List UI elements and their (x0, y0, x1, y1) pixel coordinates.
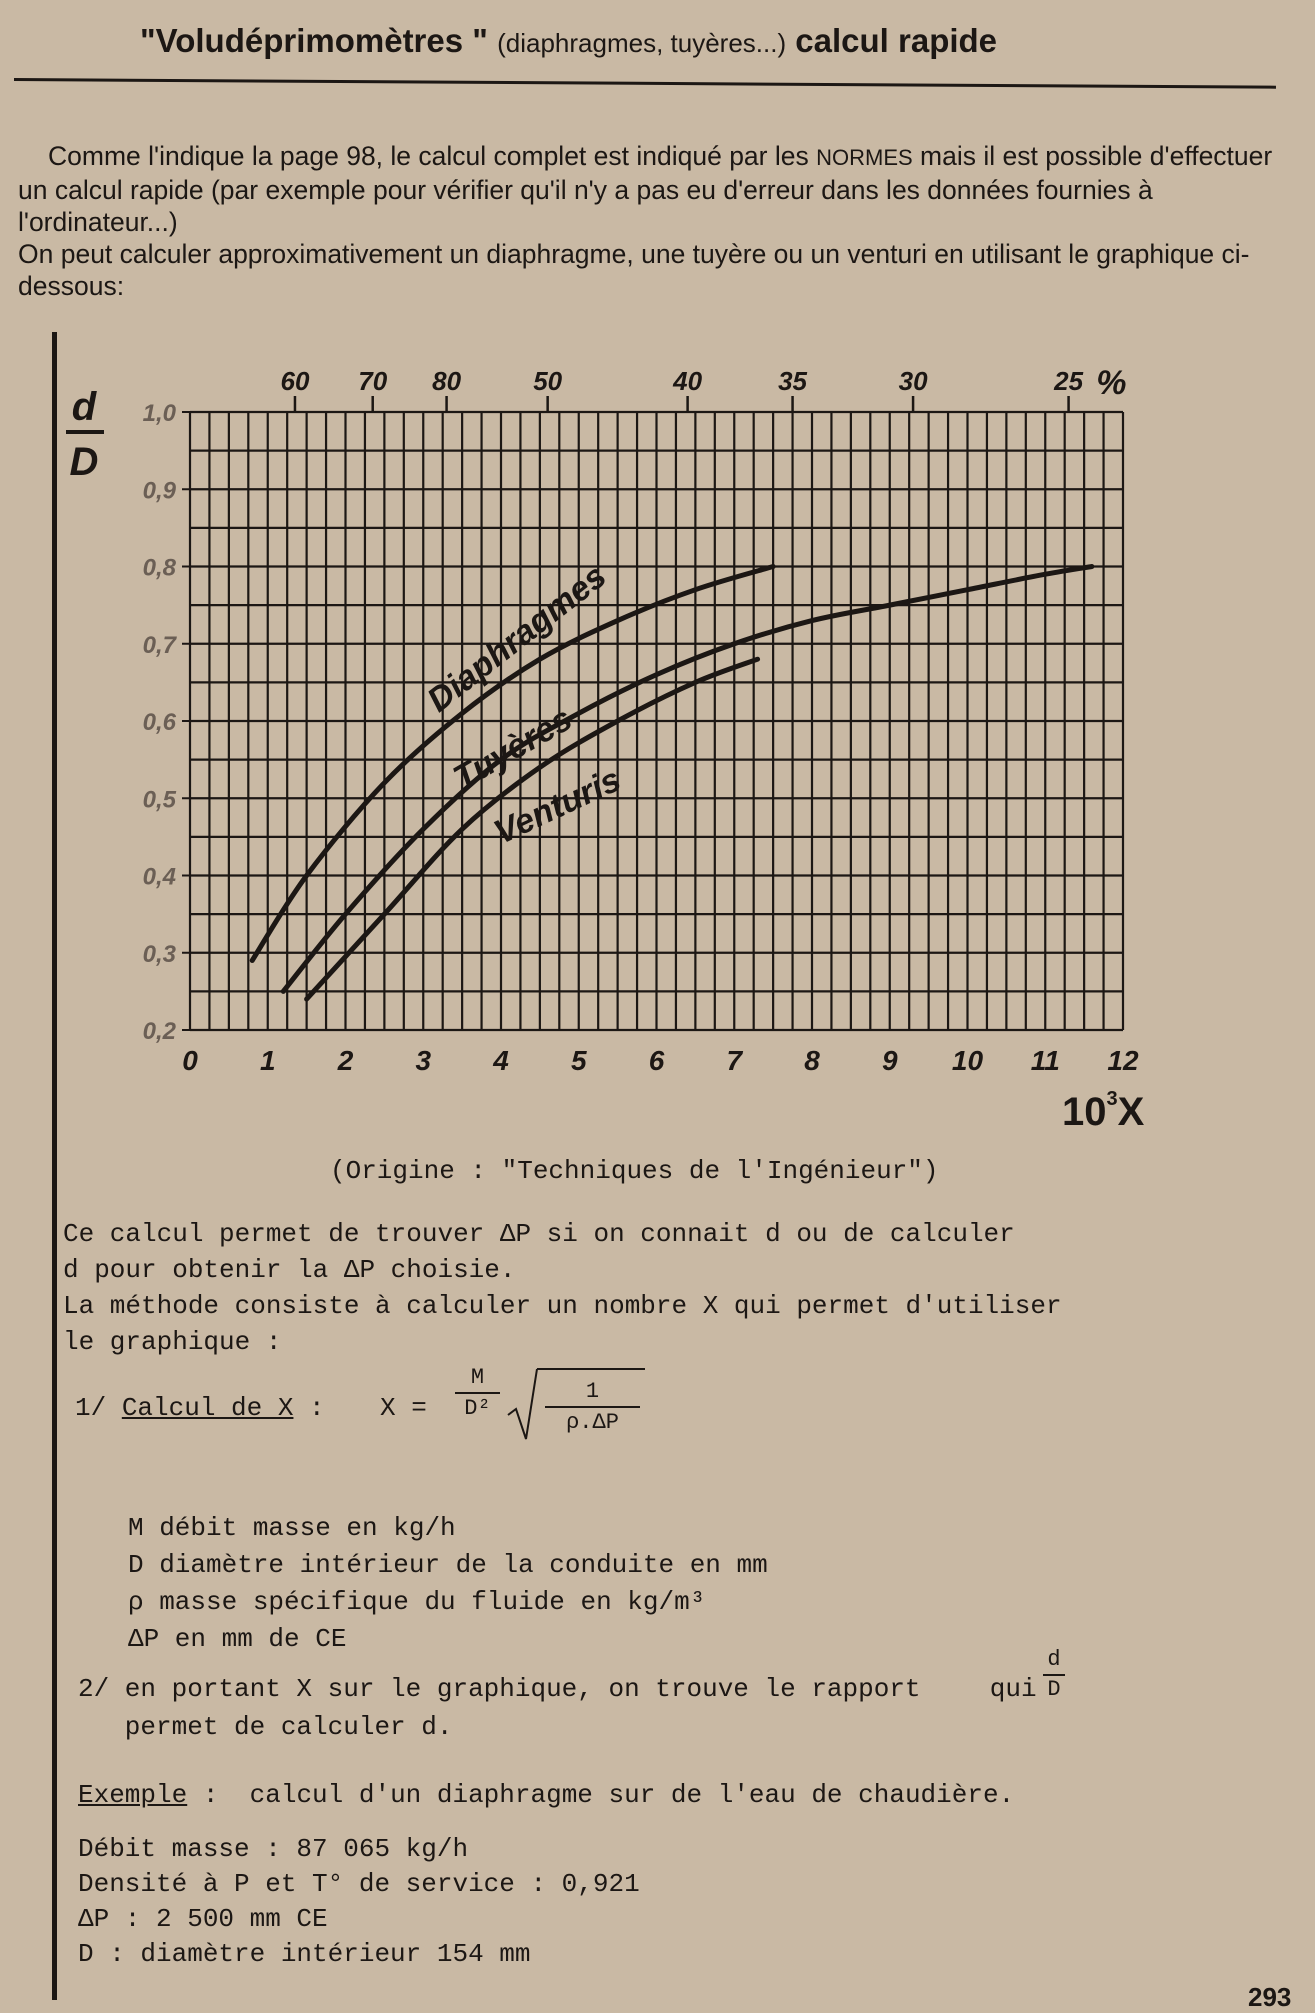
x-tick-label: 8 (804, 1045, 820, 1076)
fraction-bar (1043, 1674, 1065, 1676)
top-tick-label: 70 (358, 366, 388, 396)
series-label: Diaphragmes (420, 557, 614, 720)
definition-line: D diamètre intérieur de la conduite en mm (128, 1550, 768, 1580)
fraction-bar (455, 1392, 500, 1394)
y-tick-label: 0,4 (142, 863, 176, 891)
chart (60, 350, 1190, 1150)
top-tick-label: 80 (432, 366, 462, 396)
x-tick-label: 6 (648, 1045, 665, 1076)
intro-normes: NORMES (816, 145, 913, 170)
top-tick-label: 50 (533, 366, 563, 396)
y-tick-label: 0,2 (142, 1018, 176, 1045)
body-text (63, 1216, 1062, 1360)
body-line: Ce calcul permet de trouver ΔP si on connait d ou de calculer (63, 1219, 1015, 1249)
formula-fraction-m-d2 (455, 1365, 500, 1421)
intro-paragraph-1 (18, 140, 1283, 238)
definition-line: M débit masse en kg/h (128, 1513, 456, 1543)
fraction-numerator: d (1047, 1647, 1061, 1672)
definition-line: ρ masse spécifique du fluide en kg/m³ (128, 1587, 706, 1617)
margin-bar (52, 332, 57, 2000)
chart-svg (60, 350, 1190, 1150)
step2-text-end: qui (989, 1674, 1037, 1704)
step1-prefix: 1/ (75, 1393, 122, 1423)
intro-text (18, 140, 1283, 302)
y-tick-label: 0,9 (142, 477, 176, 505)
x-tick-label: 1 (259, 1045, 276, 1076)
intro-paragraph-2: On peut calculer approximativement un diaphragme, une tuyère ou un venturi en utilisant le graphique ci-dessous: (18, 239, 1250, 301)
x-tick-label: 11 (1030, 1045, 1060, 1076)
fraction-bar (545, 1406, 640, 1408)
top-unit-label: % (1096, 364, 1127, 402)
step1-suffix: : (293, 1393, 325, 1423)
example-line: Densité à P et T° de service : 0,921 (78, 1869, 640, 1899)
fraction-numerator: 1 (585, 1379, 600, 1404)
example-line: D : diamètre intérieur 154 mm (78, 1939, 531, 1969)
x-axis-title: $10^3X$ (1062, 1087, 1145, 1134)
y-tick-label: 1,0 (142, 400, 176, 427)
fraction-numerator: M (470, 1365, 485, 1390)
fraction-denominator: D (1047, 1677, 1061, 1702)
title-subtitle: (diaphragmes, tuyères...) (497, 28, 787, 58)
x-tick-label: 7 (726, 1045, 743, 1076)
series-label: Venturis (488, 760, 627, 852)
step2-line-2: permet de calculer d. (78, 1712, 453, 1742)
top-tick-label: 25 (1054, 366, 1084, 396)
sqrt-sign-icon (506, 1365, 538, 1445)
definition-line: ΔP en mm de CE (128, 1624, 347, 1654)
example-line: ΔP : 2 500 mm CE (78, 1904, 328, 1934)
example-values (78, 1832, 640, 1972)
x-tick-label: 12 (1107, 1045, 1139, 1076)
top-tick-label: 40 (673, 366, 703, 396)
top-tick-label: 60 (280, 366, 310, 396)
example-text: calcul d'un diaphragme sur de l'eau de chaudière. (218, 1780, 1015, 1810)
formula-fraction-rho-dp (545, 1379, 640, 1435)
header-rule (14, 78, 1276, 89)
y-axis-label-denominator: D (69, 440, 99, 484)
intro-line1-a: Comme l'indique la page 98, le calcul complet est indiqué par les (48, 141, 817, 171)
x-tick-label: 10 (951, 1045, 984, 1076)
x-tick-label: 4 (493, 1045, 509, 1076)
title-main: "Voludéprimomètres " (140, 22, 488, 59)
y-axis-label-numerator: d (71, 385, 97, 429)
body-line: La méthode consiste à calculer un nombre X qui permet d'utiliser (63, 1291, 1062, 1321)
x-tick-label: 9 (881, 1045, 898, 1076)
step2-line-1 (78, 1647, 1061, 1708)
step-2 (78, 1647, 1061, 1746)
y-tick-label: 0,8 (142, 554, 176, 582)
step2-text: 2/ en portant X sur le graphique, on trouve le rapport (78, 1674, 921, 1704)
title-end: calcul rapide (795, 22, 998, 59)
fraction-denominator: D² (464, 1396, 491, 1421)
step1-label: Calcul de X (121, 1393, 294, 1423)
y-tick-label: 0,7 (142, 631, 176, 659)
page-title (140, 22, 997, 60)
variable-definitions (128, 1510, 768, 1658)
step-1 (75, 1393, 325, 1423)
top-tick-label: 30 (898, 366, 928, 396)
body-line: le graphique : (63, 1327, 282, 1357)
body-line: d pour obtenir la ΔP choisie. (63, 1255, 516, 1285)
y-tick-label: 0,3 (142, 940, 176, 968)
fraction-denominator: ρ.ΔP (566, 1410, 619, 1435)
step2-fraction (1043, 1648, 1065, 1702)
x-tick-label: 3 (415, 1045, 432, 1076)
top-tick-label: 35 (778, 366, 808, 396)
x-tick-label: 0 (182, 1045, 198, 1076)
x-tick-label: 5 (570, 1045, 587, 1076)
page-number: 293 (1248, 1982, 1292, 2012)
y-tick-label: 0,5 (142, 786, 176, 814)
formula-lhs: X = (380, 1393, 427, 1423)
example-colon: : (187, 1780, 219, 1810)
chart-source: (Origine : "Techniques de l'Ingénieur") (330, 1156, 939, 1186)
series-label: Tuyères (447, 699, 579, 798)
example-label: Exemple (78, 1780, 188, 1810)
example-heading (78, 1780, 1014, 1810)
x-tick-label: 2 (337, 1045, 354, 1076)
sqrt-overline (537, 1368, 645, 1370)
example-line: Débit masse : 87 065 kg/h (78, 1834, 469, 1864)
y-tick-label: 0,6 (142, 709, 176, 736)
intro-line1-b: mais il est possible d'effectuer un calcul rapide (par exemple pour vérifier qu'il n'y a pas eu d'erreur dans les données fournies à l'ordinateur...) (18, 141, 1273, 237)
